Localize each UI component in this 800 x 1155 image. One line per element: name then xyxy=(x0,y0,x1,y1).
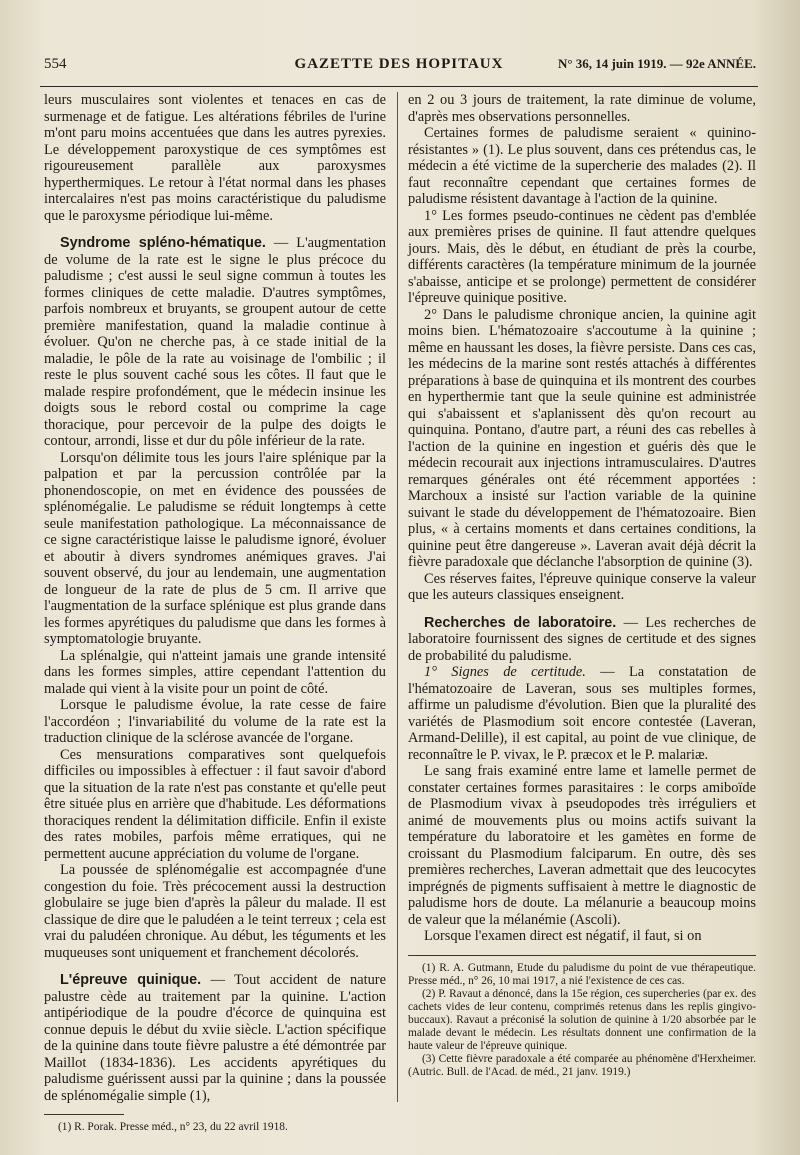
section-text: — Les recherches de laboratoire fournissent des signes de certitude et des signes de probabilité du paludisme. xyxy=(408,614,756,664)
subsection-lead: 1° Signes de certitude. xyxy=(424,664,586,680)
left-column xyxy=(44,92,386,1134)
paragraph: Le sang frais examiné entre lame et lamelle permet de constater certaines formes parasitaires : le corps amiboïde de Plasmodium vivax à pseudopodes très irréguliers et animé de mouvements plus ou moins actifs suivant la température du laboratoire et les gamètes en forme de croissant du Plasmodium falciparum. En outre, dès ses premières recherches, Laveran admettait que des leucocytes imprégnés de pigments suffisaient à mettre le diagnostic de paludisme hors de doute. La mélanurie a beaucoup moins de valeur que la mélanémie (Ascoli). xyxy=(408,763,756,928)
paragraph: Lorsque le paludisme évolue, la rate cesse de faire l'accordéon ; l'invariabilité du volume de la rate est la traduction clinique de la sclérose avancée de l'organe. xyxy=(44,697,386,746)
paragraph: Lorsque l'examen direct est négatif, il faut, si on xyxy=(424,928,702,944)
paragraph: leurs musculaires sont violentes et tenaces en cas de surmenage et de fatigue. Les altérations fébriles de l'urine m'ont paru moins accentuées que dans les autres pyrexies. Le développement paroxystique de ces symptômes est rigoureusement parallèle aux paroxysmes hyperthermiques. Le retour à l'état normal dans les phases intercalaires n'est pas moins caractéristique du paludisme que le paroxysme périodique lui-même. xyxy=(44,92,386,224)
section-heading: Syndrome spléno-hématique. xyxy=(60,235,266,251)
right-column xyxy=(408,92,756,1079)
footnote-divider xyxy=(408,955,756,956)
paragraph: 2° Dans le paludisme chronique ancien, la quinine agit moins bien. L'hématozoaire s'accoutume à la quinine ; même en haussant les doses, la fièvre persiste. Dans ces cas, les médecins de la marine sont restés attachés à différentes préparations à base de quinquina et ils montrent des courbes en hyperthermie tant que la seule quinine est administrée qui s'abaissent et s'aplanissent dès qu'on recourt au quinquina. Pontano, d'autre part, a réuni des cas rebelles à l'action de la quinine en ingestion et guéris dès que le médecin recourait aux injections intramusculaires. D'autres remarques générales ont été récemment apportées : Marchoux a insisté sur l'action variable de la quinine suivant le stade du développement de l'hématozoaire. Bien plus, « à certains moments et dans certaines conditions, la quinine peut être dangereuse ». Laveran avait déjà décrit la fièvre paradoxale que déclanche l'absorption de quinine (3). xyxy=(408,306,756,570)
column-divider xyxy=(397,92,398,1102)
paragraph: Certaines formes de paludisme seraient « quinino-résistantes » (1). Le plus souvent, dans ces prétendus cas, le médecin a été victime de la supercherie des malades (2). Il faut reconnaître cependant que certaines formes de paludisme résistent davantage à l'action de la quinine. xyxy=(408,125,756,207)
section-recherches-laboratoire xyxy=(408,615,756,665)
footnote: (1) R. Porak. Presse méd., n° 23, du 22 avril 1918. xyxy=(58,1121,288,1133)
paragraph: en 2 ou 3 jours de traitement, la rate diminue de volume, d'après mes observations personnelles. xyxy=(408,92,756,125)
footnote: (3) Cette fièvre paradoxale a été comparée au phénomène d'Herxheimer. (Autric. Bull. de l'Acad. de méd., 21 janv. 1919.) xyxy=(408,1052,756,1078)
paragraph: Ces réserves faites, l'épreuve quinique conserve la valeur que les auteurs classiques enseignent. xyxy=(408,570,756,603)
journal-title: GAZETTE DES HOPITAUX xyxy=(294,56,504,72)
page-number: 554 xyxy=(44,56,67,72)
section-text: — L'augmentation de volume de la rate est le signe le plus précoce du paludisme ; c'est aussi le seul signe commun à toutes les formes cliniques de cette maladie. D'autres symptômes, parfois nombreux et bruyants, se groupent autour de cette première manifestation, quand la maladie continue à évoluer. Qu'on ne cherche pas, à ce stade initial de la maladie, le pôle de la rate au voisinage de l'ombilic ; il reste le plus souvent caché sous les côtes. Il faut que le malade respire profondément, que le médecin insinue les doigts sous le rebord costal ou comprime la cage thoracique, pour percevoir de la pulpe des doigts le contour, arrondi, lisse et dur du pôle inférieur de la rate. xyxy=(44,235,386,449)
section-syndrome-spleno-hematique xyxy=(44,235,386,450)
section-heading: L'épreuve quinique. xyxy=(60,972,202,988)
paragraph: Lorsqu'on délimite tous les jours l'aire splénique par la palpation et par la percussion contrôlée par la phonendoscopie, on met en évidence des poussées de splénomégalie. Le paludisme se réduit longtemps à cette seule manifestation pathologique. La méconnaissance de ce signe caractéristique laisse le paludisme ignoré, évoluer et aboutir à divers syndromes anémiques graves. J'ai souvent observé, du jour au lendemain, une augmentation de longueur de la rate de plus de 5 cm. Il arrive que l'augmentation de la surface splénique est plus grande dans les formes apyrétiques du paludisme que dans les formes à symptomatologie bruyante. xyxy=(44,449,386,647)
paragraph: 1° Les formes pseudo-continues ne cèdent pas d'emblée aux premières prises de quinine. Il faut attendre quelques jours. Mais, dès le début, en étudiant de près la courbe, différents caractères (la température minimum de la journée s'abaisse, anticipe et se prolonge) permettent de considérer l'épreuve quinique positive. xyxy=(408,207,756,306)
footnote-divider xyxy=(44,1114,124,1115)
paragraph: Ces mensurations comparatives sont quelquefois difficiles ou impossibles à effectuer : il faut savoir d'abord que la situation de la rate n'est pas constante et qu'elle peut être située plus en arrière que d'habitude. Les déformations thoraciques rendent la délimitation difficile. Enfin il existe des rates mobiles, parfois même erratiques, qui ne permettent aucune appréciation du volume de l'organe. xyxy=(44,746,386,862)
footnote: (2) P. Ravaut a dénoncé, dans la 15e région, ces supercheries (par ex. des cachets vides de leur contenu, comprimés retenus dans les replis gingivo-buccaux). Ravaut a préconisé la solution de quinine à 1/20 absorbée par le malade devant le médecin. Les résultats donnent une confirmation de la haute valeur de l'épreuve quinique. xyxy=(408,987,756,1052)
paragraph: La poussée de splénomégalie est accompagnée d'une congestion du foie. Très précocement aussi la destruction globulaire se juge bien d'après la pâleur du malade. Il est classique de dire que le paludéen a le teint terreux ; cela est vrai du paludéen chronique. Au début, les téguments et les muqueuses sont uniquement et franchement décolorés. xyxy=(44,862,386,961)
paragraph-text: — La constatation de l'hématozoaire de Laveran, sous ses multiples formes, affirme un paludisme d'évolution. Bien que la pluralité des variétés de Plasmodium soit encore contestée (Laveran, Armand-Delille), il est capital, au point de vue clinique, de reconnaître le P. vivax, le P. præcox et le P. malariæ. xyxy=(408,664,756,763)
footnote: (1) R. A. Gutmann, Etude du paludisme du point de vue thérapeutique. Presse méd., n° 26, 10 mai 1917, a nié l'existence de ces cas. xyxy=(408,961,756,987)
section-text: — Tout accident de nature palustre cède au traitement par la quinine. L'action antipériodique de la poudre d'écorce de quinquina est connue depuis le début du xviie siècle. L'action spécifique de la quinine dans toute fièvre palustre a été démontrée par Maillot (1834-1836). Les accidents apyrétiques du paludisme guérissent aussi par la quinine ; dans la poussée de splénomégalie simple (1), xyxy=(44,972,386,1104)
issue-info: N° 36, 14 juin 1919. — 92e ANNÉE. xyxy=(557,56,756,71)
section-epreuve-quinique xyxy=(44,972,386,1104)
paragraph xyxy=(408,664,756,763)
page-header xyxy=(40,52,758,87)
paragraph: La splénalgie, qui n'atteint jamais une grande intensité dans les formes simples, attire cependant l'attention du malade qui vient à la visite pour un point de côté. xyxy=(44,647,386,697)
section-heading: Recherches de laboratoire. xyxy=(424,614,617,631)
